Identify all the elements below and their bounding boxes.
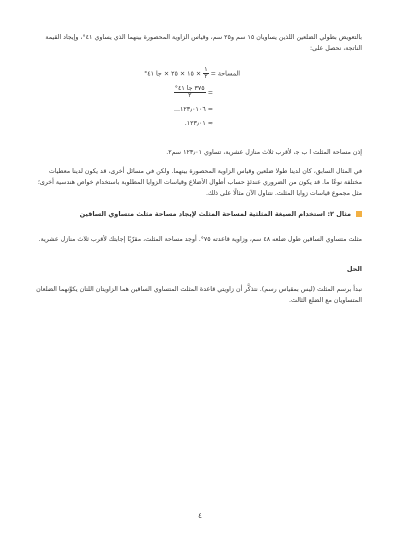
equation-lhs: المساحة = — [210, 70, 240, 78]
intro-paragraph: بالتعويض بطولي الضلعين اللذين يساويان ١٥ سم و٢٥ سم، وقياس الزاوية المحصورة بينهما الذي يساوي ٤١°، وإيجاد القيمة الناتجة، نحصل على: — [45, 34, 362, 52]
solution-heading: الحل — [346, 265, 362, 273]
equation-line-3: = ١٢٣٫٠١٠٦... — [173, 106, 213, 113]
conclusion-paragraph: إذن مساحة المثلث ا ب ﺟ، لأقرب ثلاث منازل عشرية، تساوي ١٢٣٫٠١ سم٢. — [166, 149, 362, 156]
orange-square-icon — [356, 211, 362, 217]
fraction-375: $\frac{\text{٣٧٥ جا ٤١°}}{٢}$ — [174, 85, 205, 99]
solution-text: نبدأ برسم المثلث (ليس بمقياس رسم). نتذكَّر أن زاويتي قاعدة المثلث المتساوي الساقين هما الزاويتان اللتان يكوِّنهما الضلعان المتساويان مع الضلع الثالث. — [36, 286, 362, 304]
equation-line-2: = $\frac{\text{٣٧٥ جا ٤١°}}{٢}$ — [174, 85, 213, 99]
example-heading: مثال ٢: استخدام الصيغة المثلثية لمساحة المثلث لإيجاد مساحة مثلث متساوي الساقين — [32, 209, 362, 220]
page-number: ٤ — [198, 512, 202, 520]
fraction-half: $\frac{١}{٢}$ — [204, 66, 208, 80]
paragraph-2: في المثال السابق، كان لدينا طولا ضلعين وقياس الزاوية المحصورة بينهما. ولكن في مسائل أخرى، قد يكون لدينا معطيات مختلفة نوعًا ما. قد يكون من الضروري عندئذٍ حساب أطوال الأضلاع وقياسات الزوايا المطلوبة باستخدام خواص هندسية أخرى؛ مثل مجموع قياسات زوايا المثلث. نتناول الآن مثالًا على ذلك. — [37, 168, 362, 197]
equation-line-1-rest: × ١٥ × ٢٥ × جا ٤١° — [144, 70, 202, 78]
equation-line-4: ≈ ١٢٣٫٠١. — [184, 120, 213, 127]
equation-line-1 — [144, 67, 240, 80]
example-text: مثلث متساوي الساقين طول ضلعه ٤٨ سم، وزاوية قاعدته ٧٥°. أوجد مساحة المثلث، مقرّبًا إجابتك لأقرب ثلاث منازل عشرية. — [38, 236, 362, 243]
